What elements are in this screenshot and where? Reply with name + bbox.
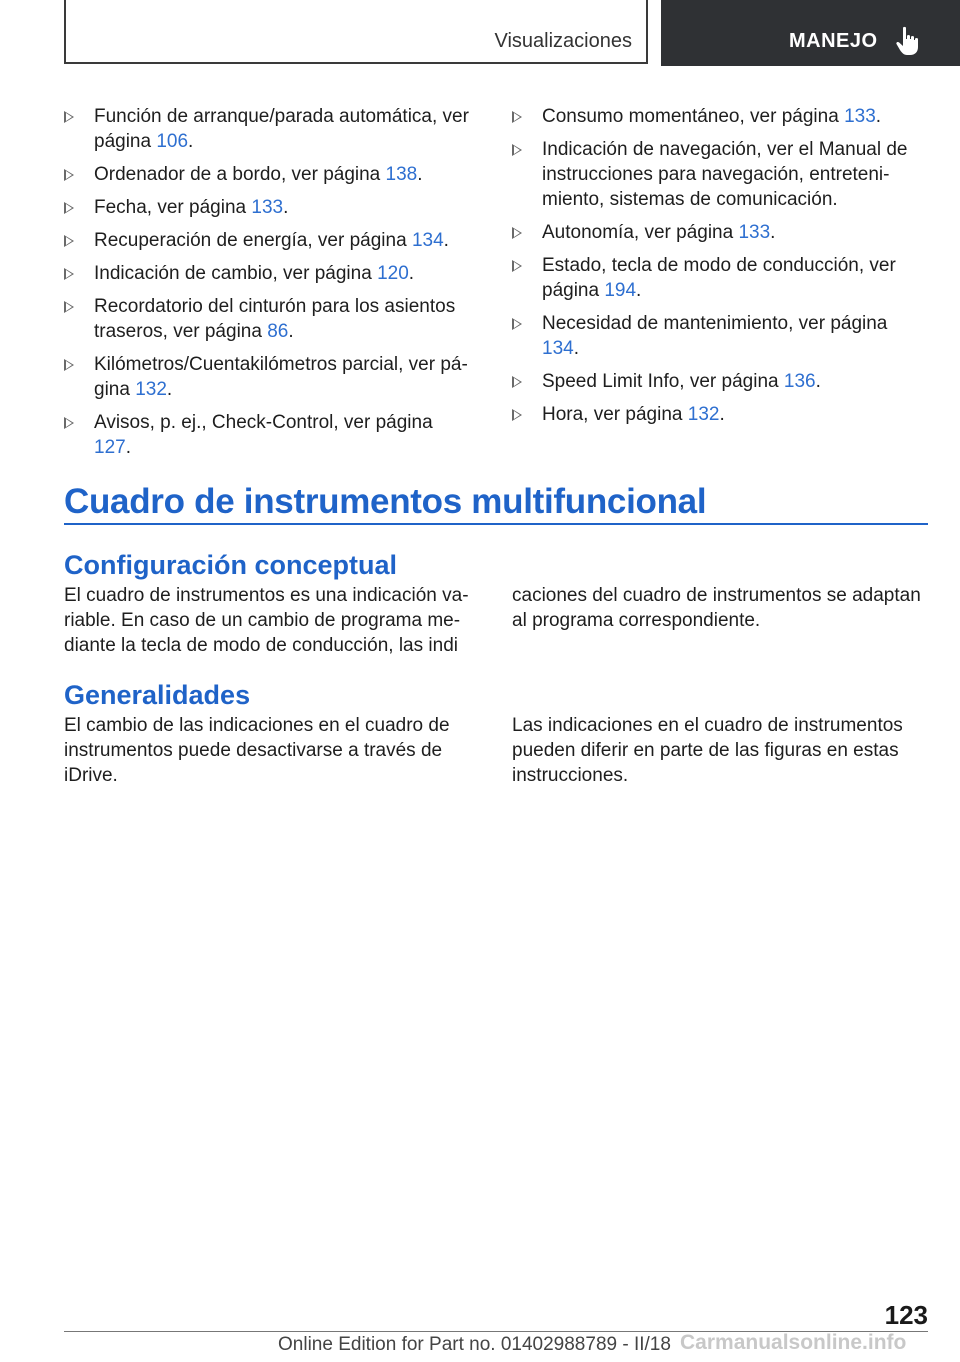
list-item-end: . [125, 437, 131, 458]
list-item-end: . [188, 131, 194, 152]
page-link[interactable]: 138 [385, 164, 418, 185]
triangle-bullet-icon [64, 111, 74, 123]
list-item-end: . [443, 230, 449, 251]
list-item-text: Kilómetros/Cuentakilómetros parcial, ver página [94, 354, 468, 400]
list-item-end: . [770, 222, 776, 243]
list-item-end: . [719, 404, 725, 425]
list-item-text: Indicación de navegación, ver el Manual de instrucciones para navegación, entretenimiento, sistemas de comunicación. [542, 139, 908, 210]
list-item-text: Fecha, ver página [94, 197, 252, 218]
heading-concept: Configuración conceptual [64, 550, 398, 580]
triangle-bullet-icon [512, 376, 522, 388]
left-reference-list [64, 104, 474, 468]
triangle-bullet-icon [64, 202, 74, 214]
list-item-end: . [417, 164, 423, 185]
list-item-text: Estado, tecla de modo de conducción, ver página [542, 255, 896, 301]
list-item [64, 352, 474, 402]
hand-pointer-icon [895, 26, 921, 56]
list-item [512, 104, 922, 129]
triangle-bullet-icon [512, 111, 522, 123]
triangle-bullet-icon [64, 417, 74, 429]
list-item-text: Función de arranque/parada automática, ver página [94, 106, 469, 152]
right-reference-list [512, 104, 922, 435]
list-item [64, 195, 474, 220]
list-item-end: . [573, 338, 579, 359]
page-link[interactable]: 86 [267, 321, 289, 342]
list-item [64, 162, 474, 187]
list-item [64, 294, 474, 344]
list-item-text: Speed Limit Info, ver página [542, 371, 784, 392]
list-item-text: Indicación de cambio, ver página [94, 263, 378, 284]
list-item-text: Hora, ver página [542, 404, 688, 425]
triangle-bullet-icon [512, 260, 522, 272]
page-link[interactable]: 133 [251, 197, 284, 218]
triangle-bullet-icon [512, 318, 522, 330]
page-link[interactable]: 133 [738, 222, 771, 243]
triangle-bullet-icon [512, 409, 522, 421]
footer-edition: Online Edition for Part no. 01402988789 - II/18 [278, 1334, 671, 1355]
general-text-left: El cambio de las indicaciones en el cuadro de instrumentos puede desactivarse a través de iDrive. [64, 715, 450, 786]
list-item [512, 402, 922, 427]
triangle-bullet-icon [512, 144, 522, 156]
watermark: Carmanualsonline.info [680, 1331, 907, 1354]
page-link[interactable]: 132 [135, 379, 167, 400]
list-item-end: . [875, 106, 882, 127]
list-item-text: Autonomía, ver página [542, 222, 739, 243]
page-link[interactable]: 106 [156, 131, 189, 152]
list-item-end: . [166, 379, 173, 400]
list-item-end: . [408, 263, 415, 284]
page-link[interactable]: 136 [783, 371, 816, 392]
list-item-text: Necesidad de mantenimiento, ver página [542, 313, 888, 334]
list-item [512, 253, 922, 303]
general-text-right: Las indicaciones en el cuadro de instrumentos pueden diferir en parte de las figuras en estas instrucciones. [512, 715, 903, 786]
list-item-end: . [283, 197, 289, 218]
concept-text-right: caciones del cuadro de instrumentos se adaptan al programa correspondiente. [512, 585, 921, 631]
triangle-bullet-icon [64, 359, 74, 371]
page-link[interactable]: 194 [604, 280, 637, 301]
page-link[interactable]: 134 [411, 230, 444, 251]
header-chapter-title: MANEJO [789, 30, 878, 52]
list-item [64, 104, 474, 154]
list-item [512, 311, 922, 361]
triangle-bullet-icon [64, 268, 74, 280]
list-item-text: Avisos, p. ej., Check-Control, ver página [94, 412, 433, 433]
page-link[interactable]: 127 [94, 437, 126, 458]
list-item [512, 137, 922, 212]
list-item-end: . [288, 321, 294, 342]
list-item-text: Recordatorio del cinturón para los asientos traseros, ver página [94, 296, 456, 342]
page-number: 123 [884, 1300, 928, 1330]
section-title-rule [64, 523, 928, 525]
list-item [64, 228, 474, 253]
list-item-text: Ordenador de a bordo, ver página [94, 164, 386, 185]
page-link[interactable]: 134 [542, 338, 574, 359]
list-item [512, 369, 922, 394]
page-link[interactable]: 133 [844, 106, 876, 127]
header-section-tab [64, 0, 648, 64]
concept-text-left: El cuadro de instrumentos es una indicación variable. En caso de un cambio de programa mediante la tecla de modo de conducción, las indi [64, 585, 469, 656]
list-item-end: . [815, 371, 821, 392]
triangle-bullet-icon [512, 227, 522, 239]
section-title: Cuadro de instrumentos multifuncional [64, 482, 707, 521]
page-link[interactable]: 132 [687, 404, 720, 425]
list-item [64, 410, 474, 460]
triangle-bullet-icon [64, 169, 74, 181]
header-chapter-tab [661, 0, 960, 66]
list-item-end: . [636, 280, 642, 301]
page-link[interactable]: 120 [377, 263, 409, 284]
heading-general: Generalidades [64, 680, 251, 710]
header-section-title: Visualizaciones [494, 30, 632, 52]
list-item-text: Consumo momentáneo, ver página [542, 106, 845, 127]
triangle-bullet-icon [64, 301, 74, 313]
list-item [512, 220, 922, 245]
list-item [64, 261, 474, 286]
list-item-text: Recuperación de energía, ver página [94, 230, 412, 251]
triangle-bullet-icon [64, 235, 74, 247]
